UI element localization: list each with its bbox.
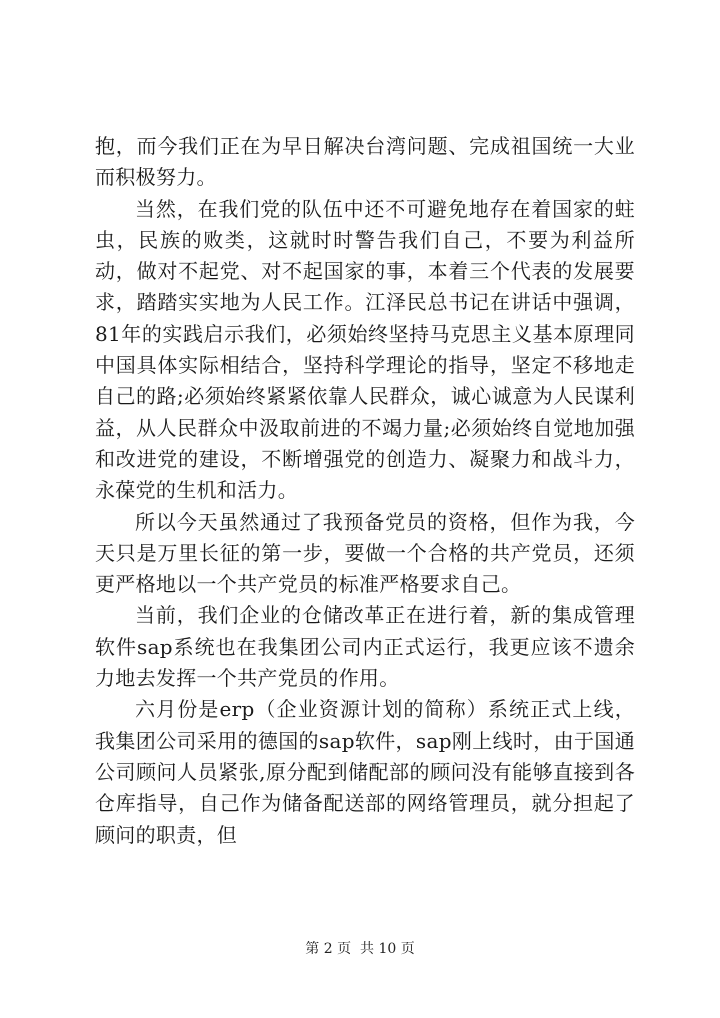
paragraph-continuation: 抱，而今我们正在为早日解决台湾问题、完成祖国统一大业而积极努力。 [95,134,635,190]
document-body [95,131,635,851]
paragraph: 六月份是erp（企业资源计划的简称）系统正式上线，我集团公司采用的德国的sap软件，sap刚上线时，由于国通公司顾问人员紧张,原分配到储配部的顾问没有能够直接到各仓库指导，自己作为储备配送部的网络管理员，就分担起了顾问的职责，但 [95,697,635,847]
page-number-label: 第 2 页 共 10 页 [305,941,415,957]
page-footer [0,938,720,958]
paragraph: 当然，在我们党的队伍中还不可避免地存在着国家的蛀虫，民族的败类，这就时时警告我们自己，不要为利益所动，做对不起党、对不起国家的事，本着三个代表的发展要求，踏踏实实地为人民工作。江泽民总书记在讲话中强调，81年的实践启示我们，必须始终坚持马克思主义基本原理同中国具体实际相结合，坚持科学理论的指导，坚定不移地走自己的路;必须始终紧紧依靠人民群众，诚心诚意为人民谋利益，从人民群众中汲取前进的不竭力量;必须始终自觉地加强和改进党的建设，不断增强党的创造力、凝聚力和战斗力，永葆党的生机和活力。 [95,196,635,503]
paragraph: 所以今天虽然通过了我预备党员的资格，但作为我，今天只是万里长征的第一步，要做一个合格的共产党员，还须更严格地以一个共产党员的标准严格要求自己。 [95,509,635,597]
paragraph: 当前，我们企业的仓储改革正在进行着，新的集成管理软件sap系统也在我集团公司内正式运行，我更应该不遗余力地去发挥一个共产党员的作用。 [95,603,635,691]
